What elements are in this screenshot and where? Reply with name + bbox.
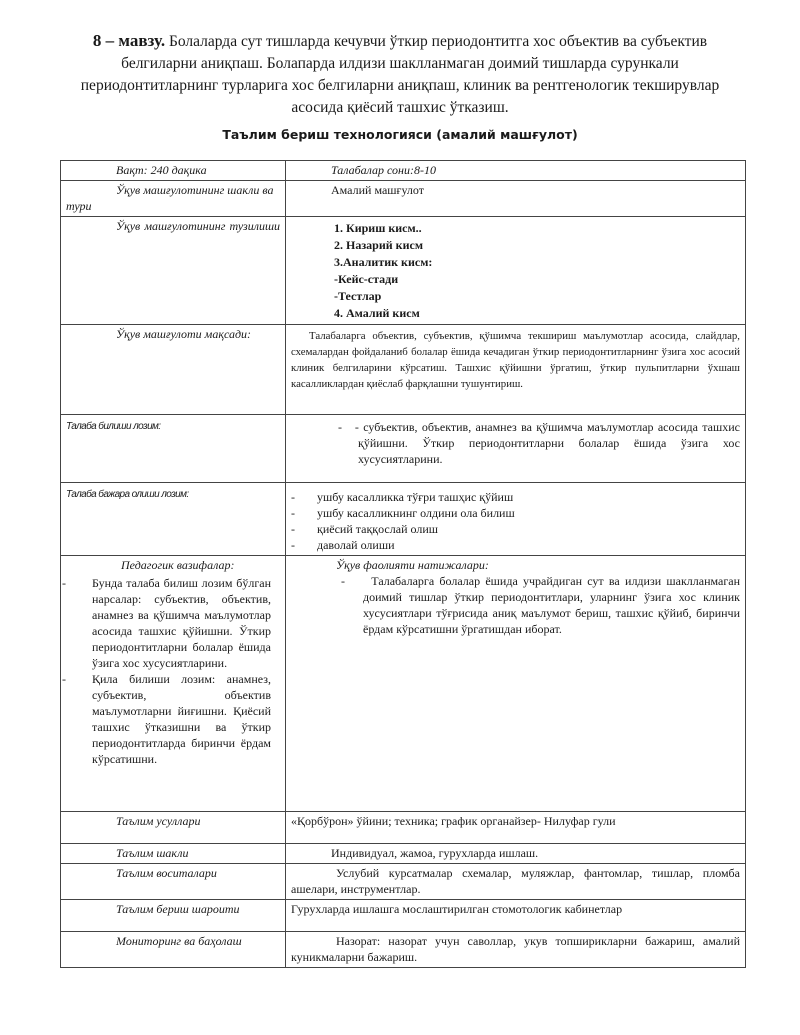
results-text [291,573,740,637]
structure-item: 4. Амалий кисм [334,306,420,320]
topic-number: 8 – мавзу. [92,31,166,50]
row-time [61,161,746,181]
aim-value: Талабаларга объектив, субъектив, қўшимча текшириш маълумотлар асосида, слайдлар, схемалардан фойдаланиб болалар ёшида кечадиган ўткир периодонтитларнинг ўзига хос асосий клиник белгиларини кўрсатиш. Ташхис қўйишни ўргатиш, ўткир пульпитларни ўхшаш касалликлардан қиёслаб фарқлашни тушунтириш. [286,325,746,415]
structure-item: 3.Аналитик кисм: [334,255,433,269]
conditions-value: Гурухларда ишлашга мослаштирилган стомотологик кабинетлар [286,900,746,932]
row-methods [61,812,746,844]
time-label: Вақт: 240 дақика [61,161,286,181]
row-know [61,415,746,483]
list-item: - ушбу касалликнинг олдини ола билиш [291,505,740,521]
form-label: Ўқув машғулотининг шакли ва тури [61,181,286,217]
row-conditions [61,900,746,932]
know-cell [286,415,746,483]
aim-label: Ўқув машғулоти мақсади: [61,325,286,415]
row-do [61,483,746,556]
topic-title: Болаларда сут тишларда кечувчи ўткир периодонтитга хос объектив ва субъектив белгиларни аниқпаш. Болапарда илдизи шаклланмаган доимий тишларда сурункали периодонтитларнинг турларига хос белгиларни аниқпаш, клиник ва рентгенологик текширувлар асосида қиёсий ташхис ўтказиш. [80,33,720,116]
do-list [291,489,740,553]
means-label: Таълим воситалари [61,864,286,900]
results-cell [286,556,746,812]
results-dash: - [341,574,372,588]
monitoring-value: Назорат: назорат учун саволлар, укув топширикларни бажариш, амалий куникмаларни бажариш. [286,932,746,968]
row-form [61,181,746,217]
list-item: - даволай олиши [291,537,740,553]
lesson-plan-table [60,160,746,968]
list-item: - Бунда талаба билиш лозим бўлган нарсалар: субъектив, объектив, анамнез ва қўшимча маълумотлар асосида ташхис қўйишни. Ўткир периодонтитларни болалар ёшида ўзига хос хусусиятларини. [66,575,271,671]
row-tasks [61,556,746,812]
know-label: Талаба билиши лозим: [61,415,286,483]
form-value: Амалий машғулот [286,181,746,217]
structure-item: 2. Назарий кисм [334,238,423,252]
means-value: Услубий курсатмалар схемалар, муляжлар, фантомлар, тишлар, пломба ашелари, инструментлар. [286,864,746,900]
know-value: - субъектив, объектив, анамнез ва қўшимча маълумотлар асосида ташхис қўйишни. Ўткир периодонтитларни болалар ёшида ўзига хос хусусиятларини. [354,420,740,466]
row-structure [61,217,746,325]
forms-label: Таълим шакли [61,844,286,864]
do-cell [286,483,746,556]
row-monitoring [61,932,746,968]
results-value: Талабаларга болалар ёшида учрайдиган сут ва илдизи шаклланмаган доимий тишлар ўткир периодонтитлари, уларнинг ўзига хос клиник хусусиятлари тўғрисида аниқ маълумот бериш, ташхис қўйиб, биринчи ёрдам кўрсатишни ўргатишдан иборат. [363,574,741,636]
conditions-label: Таълим бериш шароити [61,900,286,932]
structure-label-text: Ўқув машғулотининг тузилиши [116,219,280,233]
do-label: Талаба бажара олиши лозим: [61,483,286,556]
section-subtitle: Таълим бериш технологияси (амалий машғулот) [222,127,578,142]
structure-item: 1. Кириш кисм.. [334,221,422,235]
tasks-list [66,575,271,767]
students-count: Талабалар сони:8-10 [286,161,746,181]
tasks-label: Педагогик вазифалар: [121,558,235,572]
monitoring-label: Мониторинг ва баҳолаш [61,932,286,968]
results-label: Ўқув фаолияти натижалари: [336,558,489,572]
forms-value: Индивидуал, жамоа, гурухларда ишлаш. [286,844,746,864]
structure-item: -Тестлар [334,289,382,303]
methods-label: Таълим усуллари [61,812,286,844]
row-means [61,864,746,900]
structure-label [61,217,286,325]
structure-list [286,217,746,325]
list-item: - Қила билиши лозим: анамнез, субъектив, объектив маълумотларни йиғишни. Қиёсий ташхис ўтказишни ва ўткир периодонтитларда биринчи ёрдам кўрсатишни. [66,671,271,767]
methods-value: «Қорбўрон» ўйини; техника; график органайзер- Нилуфар гули [286,812,746,844]
document-heading [60,30,740,119]
tasks-cell [61,556,286,812]
row-forms [61,844,746,864]
list-item: - қиёсий таққослай олиш [291,521,740,537]
know-dash: - [338,420,355,434]
list-item: - ушбу касалликка тўғри ташҳис қўйиш [291,489,740,505]
row-aim [61,325,746,415]
structure-item: -Кейс-стади [334,272,399,286]
